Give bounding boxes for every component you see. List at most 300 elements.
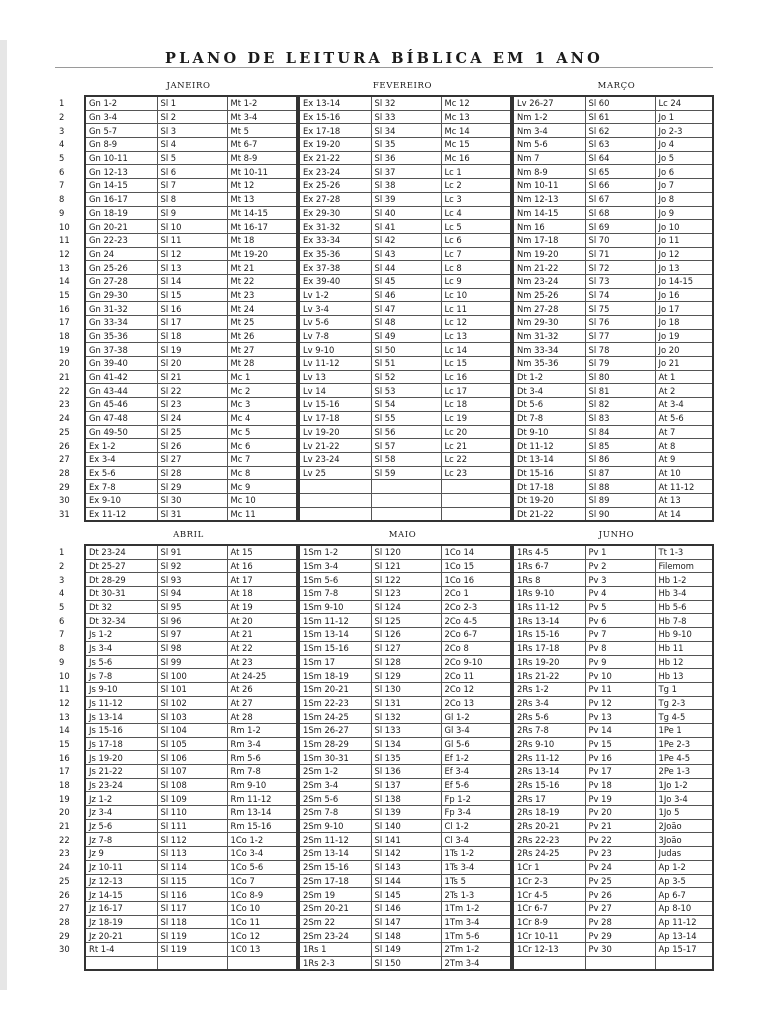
reading-gospel-cell: 1Co 3-4 [227, 847, 297, 861]
reading-book-cell: Js 3-4 [85, 641, 157, 655]
reading-psalm-cell: Sl 18 [157, 329, 227, 343]
reading-psalm-cell: Sl 100 [157, 669, 227, 683]
reading-psalm-cell: Sl 84 [585, 425, 655, 439]
table-row [55, 96, 713, 110]
reading-gospel-cell: Fp 3-4 [441, 806, 511, 820]
reading-gospel-cell: Hb 11 [655, 641, 713, 655]
reading-book-cell: 1Sm 17 [299, 655, 371, 669]
reading-psalm-cell: Sl 107 [157, 765, 227, 779]
table-row [55, 737, 713, 751]
table-row [55, 343, 713, 357]
reading-psalm-cell: Sl 48 [371, 316, 441, 330]
reading-psalm-cell: Sl 65 [585, 165, 655, 179]
day-number: 4 [59, 139, 65, 150]
reading-book-cell: Lv 25 [299, 466, 371, 480]
reading-book-cell: 1Rs 6-7 [513, 559, 585, 573]
table-row [55, 573, 713, 587]
reading-gospel-cell: At 7 [655, 425, 713, 439]
reading-gospel-cell: Jo 19 [655, 329, 713, 343]
reading-book-cell: Nm 3-4 [513, 124, 585, 138]
reading-book-cell: 1Sm 11-12 [299, 614, 371, 628]
reading-psalm-cell: Sl 120 [371, 545, 441, 559]
reading-gospel-cell: Mc 13 [441, 110, 511, 124]
reading-gospel-cell: 1Co 10 [227, 901, 297, 915]
table-row [55, 288, 713, 302]
reading-psalm-cell: Sl 43 [371, 247, 441, 261]
reading-gospel-cell: Hb 13 [655, 669, 713, 683]
reading-book-cell: Lv 23-24 [299, 452, 371, 466]
day-number: 30 [59, 944, 70, 955]
reading-book-cell: 2Sm 9-10 [299, 819, 371, 833]
reading-gospel-cell: Mt 3-4 [227, 110, 297, 124]
reading-book-cell: 1Cr 10-11 [513, 929, 585, 943]
reading-gospel-cell: Lc 12 [441, 316, 511, 330]
reading-book-cell: 1Rs 1 [299, 942, 371, 956]
reading-psalm-cell: Sl 136 [371, 765, 441, 779]
reading-book-cell: Lv 17-18 [299, 411, 371, 425]
reading-book-cell: 1Rs 9-10 [513, 587, 585, 601]
reading-book-cell: Ex 9-10 [85, 493, 157, 507]
reading-book-cell: Gn 41-42 [85, 370, 157, 384]
reading-gospel-cell: 1Pe 2-3 [655, 737, 713, 751]
reading-psalm-cell: Sl 64 [585, 151, 655, 165]
reading-gospel-cell: Rm 11-12 [227, 792, 297, 806]
day-number: 6 [59, 166, 65, 177]
reading-book-cell: Js 1-2 [85, 628, 157, 642]
page-edge-shadow [0, 40, 7, 990]
reading-psalm-cell: Sl 52 [371, 370, 441, 384]
reading-gospel-cell: 1Jo 5 [655, 806, 713, 820]
reading-psalm-cell: Sl 60 [585, 96, 655, 110]
day-number: 7 [59, 180, 65, 191]
reading-psalm-cell: Sl 22 [157, 384, 227, 398]
reading-book-cell: Nm 8-9 [513, 165, 585, 179]
reading-psalm-cell: Pv 3 [585, 573, 655, 587]
reading-book-cell: Nm 35-36 [513, 357, 585, 371]
reading-book-cell: Gn 8-9 [85, 138, 157, 152]
reading-book-cell: Nm 23-24 [513, 274, 585, 288]
reading-book-cell: 2Sm 5-6 [299, 792, 371, 806]
reading-gospel-cell: Mt 25 [227, 316, 297, 330]
reading-book-cell: Lv 3-4 [299, 302, 371, 316]
reading-gospel-cell: Lc 18 [441, 398, 511, 412]
reading-gospel-cell: Ef 5-6 [441, 778, 511, 792]
reading-book-cell: Js 11-12 [85, 696, 157, 710]
reading-book-cell: 2Rs 13-14 [513, 765, 585, 779]
reading-psalm-cell: Pv 14 [585, 723, 655, 737]
reading-book-cell: Jz 9 [85, 847, 157, 861]
reading-book-cell: Ex 15-16 [299, 110, 371, 124]
table-row [55, 329, 713, 343]
reading-psalm-cell: Sl 16 [157, 302, 227, 316]
day-number: 6 [59, 615, 65, 626]
reading-book-cell: Gn 20-21 [85, 220, 157, 234]
reading-psalm-cell: Pv 29 [585, 929, 655, 943]
reading-book-cell: 2Sm 23-24 [299, 929, 371, 943]
reading-gospel-cell: Mt 16-17 [227, 220, 297, 234]
reading-book-cell: Js 9-10 [85, 682, 157, 696]
table-row [55, 274, 713, 288]
reading-gospel-cell: Lc 7 [441, 247, 511, 261]
reading-gospel-cell: Jo 2-3 [655, 124, 713, 138]
reading-psalm-cell: Sl 36 [371, 151, 441, 165]
reading-gospel-cell: Jo 13 [655, 261, 713, 275]
reading-psalm-cell: Sl 125 [371, 614, 441, 628]
reading-gospel-cell: Jo 17 [655, 302, 713, 316]
reading-gospel-cell: Mt 14-15 [227, 206, 297, 220]
reading-gospel-cell: 2Ts 1-3 [441, 888, 511, 902]
reading-gospel-cell: Rm 9-10 [227, 778, 297, 792]
day-number: 3 [59, 574, 65, 585]
reading-book-cell: 2Rs 24-25 [513, 847, 585, 861]
reading-gospel-cell: Rm 13-14 [227, 806, 297, 820]
day-number: 29 [59, 481, 70, 492]
day-number: 17 [59, 317, 70, 328]
reading-book-cell: Gn 18-19 [85, 206, 157, 220]
reading-book-cell: 1Cr 4-5 [513, 888, 585, 902]
reading-book-cell: 2Rs 11-12 [513, 751, 585, 765]
reading-gospel-cell: Fp 1-2 [441, 792, 511, 806]
reading-gospel-cell: Tt 1-3 [655, 545, 713, 559]
table-row [55, 233, 713, 247]
reading-psalm-cell: Sl 77 [585, 329, 655, 343]
reading-book-cell: Js 15-16 [85, 723, 157, 737]
reading-psalm-cell: Sl 15 [157, 288, 227, 302]
reading-psalm-cell: Sl 102 [157, 696, 227, 710]
reading-book-cell: 1Sm 22-23 [299, 696, 371, 710]
day-number: 20 [59, 358, 70, 369]
reading-gospel-cell: Jo 5 [655, 151, 713, 165]
day-number: 22 [59, 385, 70, 396]
reading-gospel-cell: Tg 2-3 [655, 696, 713, 710]
reading-book-cell: Nm 5-6 [513, 138, 585, 152]
reading-psalm-cell: Sl 114 [157, 860, 227, 874]
reading-psalm-cell: Sl 25 [157, 425, 227, 439]
reading-gospel-cell [441, 507, 511, 521]
reading-gospel-cell: Lc 5 [441, 220, 511, 234]
reading-psalm-cell: Sl 23 [157, 398, 227, 412]
reading-book-cell: Dt 21-22 [513, 507, 585, 521]
reading-gospel-cell: Hb 5-6 [655, 600, 713, 614]
day-number: 5 [59, 153, 65, 164]
reading-gospel-cell: Hb 1-2 [655, 573, 713, 587]
reading-psalm-cell: Sl 108 [157, 778, 227, 792]
reading-gospel-cell: Gl 1-2 [441, 710, 511, 724]
table-row [55, 110, 713, 124]
reading-gospel-cell: 2João [655, 819, 713, 833]
reading-psalm-cell: Sl 85 [585, 439, 655, 453]
reading-psalm-cell: Sl 138 [371, 792, 441, 806]
day-number: 13 [59, 711, 70, 722]
table-row [55, 439, 713, 453]
reading-gospel-cell: 2Co 6-7 [441, 628, 511, 642]
reading-psalm-cell: Sl 90 [585, 507, 655, 521]
reading-gospel-cell: At 13 [655, 493, 713, 507]
reading-psalm-cell: Sl 55 [371, 411, 441, 425]
reading-psalm-cell: Pv 30 [585, 942, 655, 956]
reading-gospel-cell: Ap 8-10 [655, 901, 713, 915]
reading-book-cell: Dt 30-31 [85, 587, 157, 601]
reading-psalm-cell: Sl 42 [371, 233, 441, 247]
reading-psalm-cell: Sl 94 [157, 587, 227, 601]
reading-book-cell: 1Rs 8 [513, 573, 585, 587]
reading-psalm-cell: Sl 6 [157, 165, 227, 179]
table-row [55, 559, 713, 573]
reading-psalm-cell: Sl 106 [157, 751, 227, 765]
reading-gospel-cell: Rm 15-16 [227, 819, 297, 833]
reading-psalm-cell: Pv 6 [585, 614, 655, 628]
reading-book-cell: Nm 31-32 [513, 329, 585, 343]
table-row [55, 669, 713, 683]
table-row [55, 411, 713, 425]
table-row [55, 956, 713, 970]
reading-book-cell: Nm 10-11 [513, 179, 585, 193]
reading-psalm-cell: Sl 28 [157, 466, 227, 480]
day-number: 9 [59, 207, 65, 218]
reading-book-cell: Nm 27-28 [513, 302, 585, 316]
reading-book-cell: Jz 12-13 [85, 874, 157, 888]
reading-gospel-cell: Jo 16 [655, 288, 713, 302]
table-row [55, 124, 713, 138]
reading-gospel-cell: Mc 16 [441, 151, 511, 165]
reading-gospel-cell: 2Co 4-5 [441, 614, 511, 628]
table-row [55, 151, 713, 165]
reading-book-cell: Nm 7 [513, 151, 585, 165]
day-number: 29 [59, 930, 70, 941]
reading-psalm-cell: Sl 93 [157, 573, 227, 587]
reading-psalm-cell: Sl 142 [371, 847, 441, 861]
reading-gospel-cell: At 28 [227, 710, 297, 724]
reading-psalm-cell: Pv 23 [585, 847, 655, 861]
reading-gospel-cell: Mt 1-2 [227, 96, 297, 110]
reading-book-cell: 1Sm 15-16 [299, 641, 371, 655]
reading-gospel-cell: Jo 4 [655, 138, 713, 152]
reading-psalm-cell: Sl 29 [157, 480, 227, 494]
reading-psalm-cell: Sl 44 [371, 261, 441, 275]
reading-psalm-cell: Sl 20 [157, 357, 227, 371]
day-number [55, 956, 85, 970]
reading-gospel-cell: 2Co 8 [441, 641, 511, 655]
reading-psalm-cell: Pv 2 [585, 559, 655, 573]
reading-book-cell: Gn 31-32 [85, 302, 157, 316]
reading-gospel-cell: 1Co 5-6 [227, 860, 297, 874]
reading-book-cell: 2Rs 7-8 [513, 723, 585, 737]
reading-book-cell: 1Sm 5-6 [299, 573, 371, 587]
reading-gospel-cell [441, 493, 511, 507]
reading-gospel-cell: Lc 14 [441, 343, 511, 357]
reading-gospel-cell: 1Pe 1 [655, 723, 713, 737]
reading-book-cell: Ex 39-40 [299, 274, 371, 288]
reading-gospel-cell: Filemom [655, 559, 713, 573]
reading-psalm-cell [371, 507, 441, 521]
reading-gospel-cell: Jo 1 [655, 110, 713, 124]
reading-psalm-cell: Sl 147 [371, 915, 441, 929]
reading-gospel-cell: Lc 20 [441, 425, 511, 439]
reading-gospel-cell: Mt 5 [227, 124, 297, 138]
table-row [55, 370, 713, 384]
reading-psalm-cell: Sl 127 [371, 641, 441, 655]
reading-gospel-cell: Mt 10-11 [227, 165, 297, 179]
table-row [55, 384, 713, 398]
table-row [55, 792, 713, 806]
reading-psalm-cell: Sl 130 [371, 682, 441, 696]
reading-book-cell: 2Sm 17-18 [299, 874, 371, 888]
reading-psalm-cell: Sl 9 [157, 206, 227, 220]
reading-book-cell: Ex 13-14 [299, 96, 371, 110]
table-row [55, 847, 713, 861]
reading-psalm-cell: Sl 53 [371, 384, 441, 398]
reading-book-cell: 2Rs 9-10 [513, 737, 585, 751]
reading-gospel-cell: Judas [655, 847, 713, 861]
day-number: 13 [59, 262, 70, 273]
day-number: 1 [59, 98, 65, 109]
table-row [55, 655, 713, 669]
reading-psalm-cell: Sl 137 [371, 778, 441, 792]
reading-gospel-cell: At 9 [655, 452, 713, 466]
reading-book-cell: Dt 19-20 [513, 493, 585, 507]
reading-book-cell: 2Rs 15-16 [513, 778, 585, 792]
reading-psalm-cell: Pv 20 [585, 806, 655, 820]
reading-psalm-cell: Sl 74 [585, 288, 655, 302]
reading-book-cell: 2Sm 13-14 [299, 847, 371, 861]
reading-psalm-cell: Pv 10 [585, 669, 655, 683]
reading-gospel-cell: Jo 20 [655, 343, 713, 357]
reading-psalm-cell: Sl 3 [157, 124, 227, 138]
reading-psalm-cell: Sl 10 [157, 220, 227, 234]
reading-psalm-cell: Pv 16 [585, 751, 655, 765]
table-row [55, 357, 713, 371]
reading-book-cell: 2Rs 3-4 [513, 696, 585, 710]
reading-psalm-cell: Sl 39 [371, 192, 441, 206]
month-name: ABRIL [173, 530, 204, 540]
reading-book-cell: 2Rs 1-2 [513, 682, 585, 696]
reading-gospel-cell: Hb 9-10 [655, 628, 713, 642]
reading-psalm-cell: Sl 61 [585, 110, 655, 124]
reading-psalm-cell [371, 493, 441, 507]
reading-gospel-cell: Mt 6-7 [227, 138, 297, 152]
reading-gospel-cell: Mc 15 [441, 138, 511, 152]
day-number: 5 [59, 602, 65, 613]
reading-book-cell: Dt 28-29 [85, 573, 157, 587]
table-row [55, 723, 713, 737]
reading-psalm-cell: Sl 129 [371, 669, 441, 683]
day-number: 28 [59, 467, 70, 478]
reading-book-cell: Dt 25-27 [85, 559, 157, 573]
reading-psalm-cell: Sl 1 [157, 96, 227, 110]
month-name: JANEIRO [166, 81, 211, 91]
reading-gospel-cell: Mc 5 [227, 425, 297, 439]
reading-psalm-cell: Sl 13 [157, 261, 227, 275]
reading-gospel-cell: 2Tm 1-2 [441, 942, 511, 956]
reading-psalm-cell: Sl 80 [585, 370, 655, 384]
reading-book-cell: Nm 17-18 [513, 233, 585, 247]
day-number: 15 [59, 289, 70, 300]
reading-gospel-cell: Mc 6 [227, 439, 297, 453]
reading-book-cell: 2Sm 1-2 [299, 765, 371, 779]
table-row [55, 628, 713, 642]
reading-psalm-cell: Sl 45 [371, 274, 441, 288]
reading-book-cell: Gn 49-50 [85, 425, 157, 439]
table-row [55, 874, 713, 888]
reading-gospel-cell: 2Co 9-10 [441, 655, 511, 669]
day-number: 22 [59, 834, 70, 845]
reading-gospel-cell [441, 480, 511, 494]
reading-book-cell: 1Sm 9-10 [299, 600, 371, 614]
reading-gospel-cell: At 5-6 [655, 411, 713, 425]
reading-gospel-cell: At 27 [227, 696, 297, 710]
reading-book-cell: Rt 1-4 [85, 942, 157, 956]
title-divider [55, 67, 713, 68]
reading-psalm-cell: Sl 40 [371, 206, 441, 220]
reading-gospel-cell: At 16 [227, 559, 297, 573]
table-row [55, 833, 713, 847]
reading-book-cell: 2Rs 18-19 [513, 806, 585, 820]
reading-book-cell: Ex 5-6 [85, 466, 157, 480]
reading-gospel-cell: At 26 [227, 682, 297, 696]
reading-gospel-cell: Lc 22 [441, 452, 511, 466]
reading-gospel-cell: Lc 16 [441, 370, 511, 384]
reading-psalm-cell: Sl 78 [585, 343, 655, 357]
table-row [55, 247, 713, 261]
day-number: 25 [59, 875, 70, 886]
table-row [55, 641, 713, 655]
reading-book-cell: Ex 31-32 [299, 220, 371, 234]
reading-book-cell: Lv 14 [299, 384, 371, 398]
reading-psalm-cell: Sl 103 [157, 710, 227, 724]
reading-gospel-cell: Ef 3-4 [441, 765, 511, 779]
reading-psalm-cell: Sl 58 [371, 452, 441, 466]
reading-book-cell: Nm 25-26 [513, 288, 585, 302]
reading-book-cell: Js 7-8 [85, 669, 157, 683]
reading-psalm-cell: Sl 71 [585, 247, 655, 261]
day-number: 25 [59, 426, 70, 437]
reading-book-cell: Lv 11-12 [299, 357, 371, 371]
reading-gospel-cell: Lc 3 [441, 192, 511, 206]
reading-psalm-cell: Sl 38 [371, 179, 441, 193]
reading-psalm-cell: Sl 111 [157, 819, 227, 833]
reading-book-cell: Lv 7-8 [299, 329, 371, 343]
reading-gospel-cell: Mt 19-20 [227, 247, 297, 261]
table-row [55, 545, 713, 559]
reading-gospel-cell: 1Co 16 [441, 573, 511, 587]
reading-gospel-cell: 2Co 1 [441, 587, 511, 601]
reading-book-cell: 1Cr 8-9 [513, 915, 585, 929]
reading-psalm-cell: Sl 62 [585, 124, 655, 138]
reading-psalm-cell: Sl 124 [371, 600, 441, 614]
reading-book-cell: Dt 3-4 [513, 384, 585, 398]
reading-psalm-cell [585, 956, 655, 970]
reading-psalm-cell: Sl 133 [371, 723, 441, 737]
day-number: 14 [59, 276, 70, 287]
reading-psalm-cell: Sl 88 [585, 480, 655, 494]
reading-psalm-cell: Sl 109 [157, 792, 227, 806]
reading-book-cell: Js 23-24 [85, 778, 157, 792]
month-name: MARÇO [597, 81, 636, 91]
reading-psalm-cell: Sl 41 [371, 220, 441, 234]
reading-psalm-cell: Sl 81 [585, 384, 655, 398]
table-row [55, 860, 713, 874]
reading-book-cell: Ex 7-8 [85, 480, 157, 494]
reading-gospel-cell: Hb 7-8 [655, 614, 713, 628]
reading-psalm-cell: Sl 149 [371, 942, 441, 956]
reading-table [55, 544, 714, 971]
reading-book-cell: Nm 14-15 [513, 206, 585, 220]
reading-book-cell: Gn 1-2 [85, 96, 157, 110]
reading-psalm-cell: Sl 76 [585, 316, 655, 330]
reading-gospel-cell: Hb 3-4 [655, 587, 713, 601]
reading-book-cell: 1Sm 30-31 [299, 751, 371, 765]
reading-book-cell: 2Sm 15-16 [299, 860, 371, 874]
